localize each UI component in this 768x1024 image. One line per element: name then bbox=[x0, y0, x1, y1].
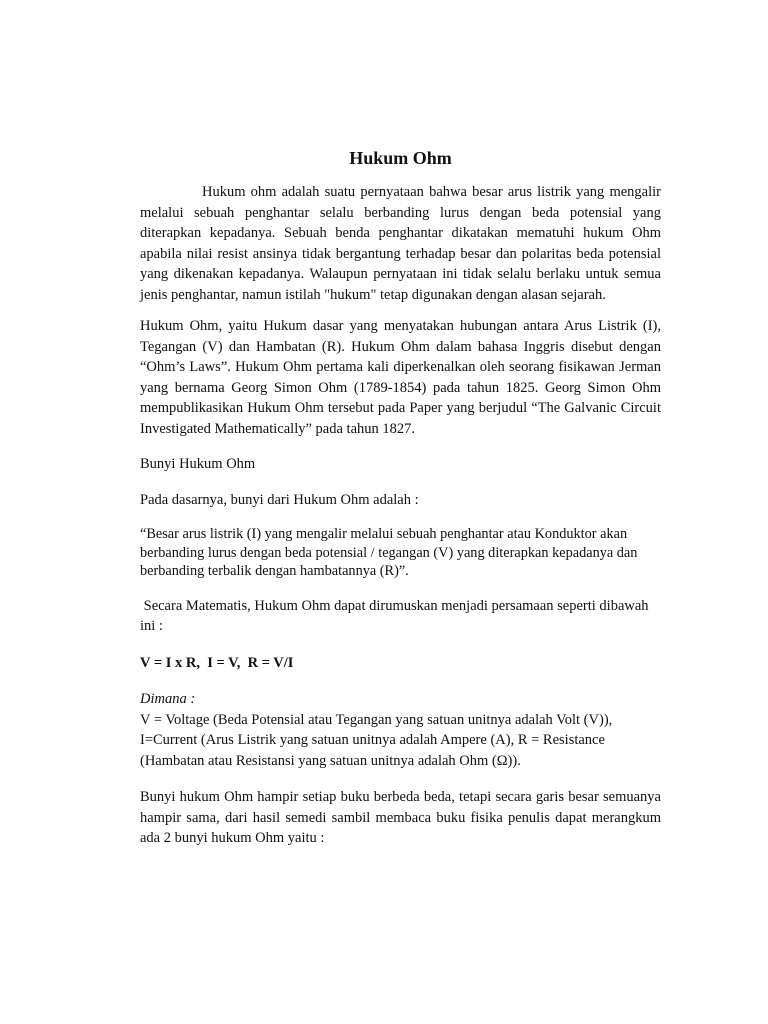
law-quote: “Besar arus listrik (I) yang mengalir melalui sebuah penghantar atau Konduktor akan berbanding lurus dengan beda potensial / tegangan (V) yang diterapkan kepadanya dan berbanding terbalik dengan hambatannya (R)”. bbox=[140, 526, 638, 579]
paragraph-math-intro: Secara Matematis, Hukum Ohm dapat dirumuskan menjadi persamaan seperti dibawah ini : bbox=[140, 597, 653, 634]
dimana-label: Dimana : bbox=[140, 691, 196, 707]
paragraph-history: Hukum Ohm, yaitu Hukum dasar yang menyatakan hubungan antara Arus Listrik (I), Tegangan (V) dan Hambatan (R). Hukum Ohm dalam bahasa Inggris disebut dengan “Ohm’s Laws”. Hukum Ohm pertama kali diperkenalkan oleh seorang fisikawan Jerman yang bernama Georg Simon Ohm (1789-1854) pada tahun 1825. Georg Simon Ohm mempublikasikan Hukum Ohm tersebut pada Paper yang berjudul “The Galvanic Circuit Investigated Mathematically” pada tahun 1827. bbox=[140, 318, 661, 437]
formula-line: V = I x R, I = V, R = V/I bbox=[140, 654, 294, 671]
paragraph-definition: Hukum ohm adalah suatu pernyataan bahwa besar arus listrik yang mengalir melalui sebuah penghantar selalu berbanding lurus dengan beda potensial yang diterapkan kepadanya. Sebuah benda penghantar dikatakan mematuhi hukum Ohm apabila nilai resist ansinya tidak bergantung terhadap besar dan polaritas beda potensial yang dikenakan kepadanya. Walaupun pernyataan ini tidak selalu berlaku untuk semua jenis penghantar, namun istilah "hukum" tetap digunakan dengan alasan sejarah. bbox=[140, 184, 661, 303]
section-heading-bunyi: Bunyi Hukum Ohm bbox=[140, 456, 256, 472]
definition-resistance-cont: (Hambatan atau Resistansi yang satuan unitnya adalah Ohm (Ω)). bbox=[140, 752, 521, 769]
document-body bbox=[140, 146, 661, 849]
paragraph-closing: Bunyi hukum Ohm hampir setiap buku berbeda beda, tetapi secara garis besar semuanya hampir sama, dari hasil semedi sambil membaca buku fisika penulis dapat merangkum ada 2 bunyi hukum Ohm yaitu : bbox=[140, 789, 661, 846]
definition-current-resistance: I=Current (Arus Listrik yang satuan unitnya adalah Ampere (A), R = Resistance bbox=[140, 732, 605, 748]
definition-voltage: V = Voltage (Beda Potensial atau Tegangan yang satuan unitnya adalah Volt (V)), bbox=[140, 711, 613, 728]
paragraph-bunyi-intro: Pada dasarnya, bunyi dari Hukum Ohm adalah : bbox=[140, 491, 419, 508]
definitions-block bbox=[140, 689, 661, 771]
document-title: Hukum Ohm bbox=[349, 148, 452, 168]
